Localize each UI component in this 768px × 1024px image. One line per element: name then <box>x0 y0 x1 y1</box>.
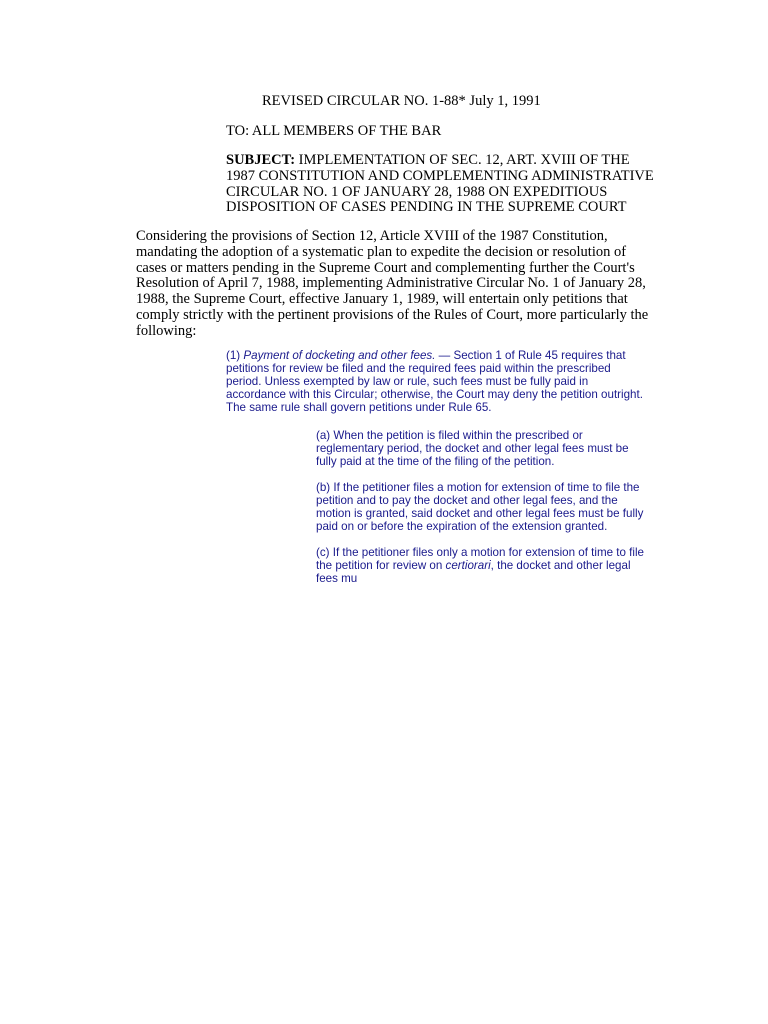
intro-paragraph <box>136 229 696 340</box>
sub-item-b <box>316 482 696 534</box>
sub-item-b-line: motion is granted, said docket and other legal fees must be fully <box>316 506 644 520</box>
subject-label: SUBJECT: <box>226 152 296 168</box>
item-1-first-line-rest: — Section 1 of Rule 45 requires that <box>435 349 626 362</box>
sub-item-c-line-3: fees mu <box>316 571 358 585</box>
sub-item-a-line: reglementary period, the docket and other legal fees must be <box>316 441 629 455</box>
sub-item-c-line-1: (c) If the petitioner files only a motion for extension of time to file <box>316 546 644 559</box>
addressee-line: TO: ALL MEMBERS OF THE BAR <box>226 123 442 139</box>
item-1-line: period. Unless exempted by law or rule, such fees must be fully paid in <box>226 374 589 388</box>
sub-item-b-line: petition and to pay the docket and other legal fees, and the <box>316 493 618 507</box>
subject-block <box>226 153 706 216</box>
certiorari-term: certiorari <box>445 558 491 572</box>
subject-line-3: CIRCULAR NO. 1 OF JANUARY 28, 1988 ON EXPEDITIOUS <box>226 183 608 200</box>
intro-line: mandating the adoption of a systematic plan to expedite the decision or resolution of <box>136 243 627 260</box>
intro-line: Considering the provisions of Section 12, Article XVIII of the 1987 Constitution, <box>136 228 608 244</box>
subject-text-1: IMPLEMENTATION OF SEC. 12, ART. XVIII OF THE <box>295 152 630 168</box>
intro-line: Resolution of April 7, 1988, implementing Administrative Circular No. 1 of January 28, <box>136 275 646 292</box>
item-1-heading: Payment of docketing and other fees. <box>243 349 436 362</box>
intro-line: following: <box>136 322 197 339</box>
sub-item-b-line: paid on or before the expiration of the extension granted. <box>316 519 608 533</box>
item-1-line: petitions for review be filed and the required fees paid within the prescribed <box>226 361 611 375</box>
sub-item-c-text: the petition for review on <box>316 558 446 572</box>
sub-item-c-text: , the docket and other legal <box>490 558 631 572</box>
item-1-paragraph <box>226 350 696 415</box>
intro-line: comply strictly with the pertinent provisions of the Rules of Court, more particularly the <box>136 306 649 323</box>
item-1-number: (1) <box>226 349 244 362</box>
sub-item-b-line: (b) If the petitioner files a motion for extension of time to file the <box>316 481 640 494</box>
item-1-line: accordance with this Circular; otherwise, the Court may deny the petition outright. <box>226 387 643 401</box>
sub-item-a <box>316 430 696 469</box>
intro-line: cases or matters pending in the Supreme Court and complementing further the Court's <box>136 259 635 276</box>
sub-item-a-line: fully paid at the time of the filing of the petition. <box>316 454 555 468</box>
subject-line-1 <box>226 153 706 169</box>
item-1-first-line <box>226 350 696 363</box>
subject-line-4: DISPOSITION OF CASES PENDING IN THE SUPREME COURT <box>226 199 627 216</box>
intro-line: 1988, the Supreme Court, effective January 1, 1989, will entertain only petitions that <box>136 291 628 308</box>
sub-item-a-line: (a) When the petition is filed within the prescribed or <box>316 429 583 442</box>
sub-item-c <box>316 547 696 586</box>
sub-item-c-line-2 <box>316 560 696 573</box>
item-1-line: The same rule shall govern petitions under Rule 65. <box>226 400 492 414</box>
circular-title: REVISED CIRCULAR NO. 1-88* July 1, 1991 <box>262 93 541 109</box>
subject-line-2: 1987 CONSTITUTION AND COMPLEMENTING ADMINISTRATIVE <box>226 167 654 184</box>
